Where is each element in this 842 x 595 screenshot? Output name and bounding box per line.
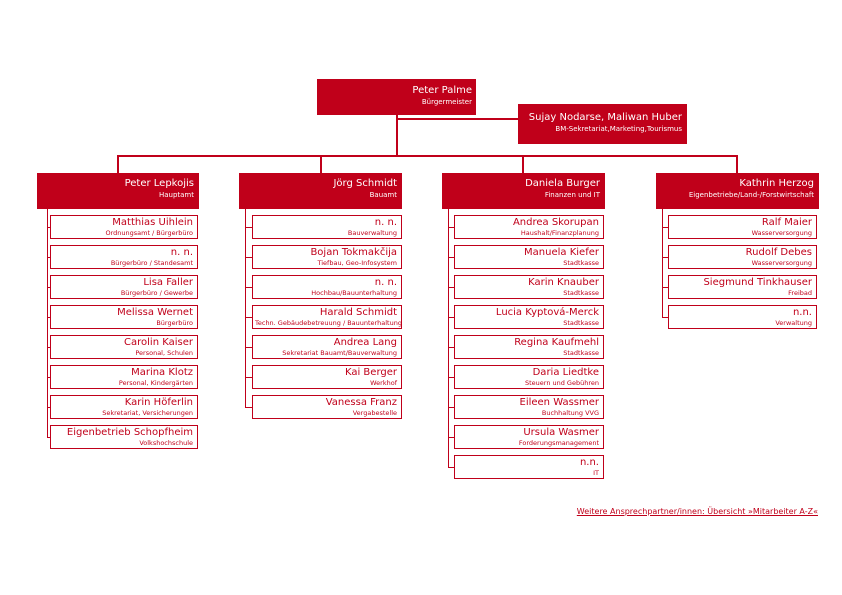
connector-drop-4: [736, 155, 738, 173]
member-name: Daria Liedtke: [532, 367, 599, 378]
connector-branch: [245, 377, 252, 378]
member-role: Wasserversorgung: [751, 259, 812, 267]
chief-name: Peter Palme: [412, 85, 472, 96]
member-name: Siegmund Tinkhauser: [703, 277, 812, 288]
member-role: Steuern und Gebühren: [524, 379, 599, 387]
member-role: Verwaltung: [775, 319, 812, 327]
member-card: [50, 215, 198, 239]
member-role: Ordnungsamt / Bürgerbüro: [105, 229, 193, 237]
connector-spine: [448, 209, 449, 468]
member-card: [50, 395, 198, 419]
member-role: Buchhaltung VVG: [541, 409, 599, 417]
member-card: [252, 395, 402, 419]
member-name: Andrea Lang: [333, 337, 397, 348]
member-name: n. n.: [170, 247, 193, 258]
department-head-name: Peter Lepkojis: [124, 178, 194, 189]
member-role: Werkhof: [370, 379, 397, 387]
member-card: [454, 215, 604, 239]
member-card: [454, 365, 604, 389]
member-name: Regina Kaufmehl: [514, 337, 599, 348]
staff-name: Sujay Nodarse, Maliwan Huber: [528, 112, 682, 123]
member-name: Harald Schmidt: [319, 307, 397, 318]
member-role: Bauverwaltung: [347, 229, 397, 237]
department-head-box: [442, 173, 605, 209]
member-role: Bürgerbüro: [156, 319, 193, 327]
member-role: Hochbau/Bauunterhaltung: [311, 289, 397, 297]
connector-branch: [245, 227, 252, 228]
member-card: [668, 275, 817, 299]
member-name: Melissa Wernet: [117, 307, 193, 318]
member-role: Stadtkasse: [563, 319, 599, 327]
member-role: Personal, Schulen: [135, 349, 193, 357]
department-head-box: [656, 173, 819, 209]
connector-chief-down: [396, 115, 398, 156]
member-role: Stadtkasse: [563, 259, 599, 267]
member-name: Andrea Skorupan: [512, 217, 599, 228]
member-name: Eigenbetrieb Schopfheim: [66, 427, 193, 438]
member-card: [252, 365, 402, 389]
connector-horizontal-main: [117, 155, 738, 157]
member-name: n.n.: [579, 457, 599, 468]
member-name: Rudolf Debes: [745, 247, 812, 258]
member-card: [50, 425, 198, 449]
connector-branch: [245, 257, 252, 258]
member-role: Forderungsmanagement: [518, 439, 599, 447]
member-name: Ursula Wasmer: [523, 427, 599, 438]
department-head-name: Jörg Schmidt: [333, 178, 397, 189]
member-name: Eileen Wassmer: [519, 397, 599, 408]
member-name: Kai Berger: [344, 367, 397, 378]
member-name: Marina Klotz: [131, 367, 193, 378]
member-role: Stadtkasse: [563, 289, 599, 297]
member-role: Sekretariat, Versicherungen: [102, 409, 193, 417]
member-name: Karin Knauber: [528, 277, 599, 288]
member-role: IT: [593, 469, 599, 477]
member-card: [454, 425, 604, 449]
member-role: Techn. Gebäudebetreuung / Bauunterhaltung: [255, 319, 402, 327]
member-role: Haushalt/Finanzplanung: [520, 229, 599, 237]
connector-drop-3: [522, 155, 524, 173]
connector-spine: [245, 209, 246, 408]
member-name: Vanessa Franz: [325, 397, 397, 408]
chief-role: Bürgermeister: [421, 98, 472, 106]
connector-branch: [245, 287, 252, 288]
member-card: [668, 305, 817, 329]
member-role: Personal, Kindergärten: [118, 379, 193, 387]
department-name: Hauptamt: [158, 191, 194, 199]
member-card: [668, 245, 817, 269]
member-role: Stadtkasse: [563, 349, 599, 357]
member-name: n.n.: [792, 307, 812, 318]
member-name: n. n.: [374, 217, 397, 228]
department-name: Bauamt: [369, 191, 397, 199]
member-card: [252, 335, 402, 359]
member-name: Lucia Kyptová-Merck: [495, 307, 599, 318]
member-card: [50, 365, 198, 389]
member-card: [252, 215, 402, 239]
member-role: Bürgerbüro / Gewerbe: [120, 289, 193, 297]
member-role: Freibad: [788, 289, 812, 297]
staff-box: [518, 104, 687, 144]
member-name: Matthias Uihlein: [112, 217, 193, 228]
member-card: [454, 395, 604, 419]
member-card: [50, 245, 198, 269]
member-card: [668, 215, 817, 239]
department-head-name: Kathrin Herzog: [739, 178, 814, 189]
connector-staff: [396, 118, 518, 120]
member-card: [50, 275, 198, 299]
member-name: Lisa Faller: [143, 277, 193, 288]
department-head-box: [239, 173, 402, 209]
department-name: Finanzen und IT: [544, 191, 600, 199]
member-name: Manuela Kiefer: [524, 247, 599, 258]
member-name: Carolin Kaiser: [124, 337, 193, 348]
member-role: Wasserversorgung: [751, 229, 812, 237]
member-card: [50, 335, 198, 359]
member-role: Vergabestelle: [352, 409, 397, 417]
connector-drop-2: [320, 155, 322, 173]
member-role: Tiefbau, Geo-Infosystem: [317, 259, 397, 267]
department-head-name: Daniela Burger: [525, 178, 600, 189]
employees-overview-link[interactable]: Weitere Ansprechpartner/innen: Übersicht »Mitarbeiter A-Z«: [576, 507, 818, 516]
connector-spine: [47, 209, 48, 438]
department-name: Eigenbetriebe/Land-/Forstwirtschaft: [688, 191, 814, 199]
member-name: Karin Höferlin: [124, 397, 193, 408]
member-role: Sekretariat Bauamt/Bauverwaltung: [282, 349, 397, 357]
member-card: [454, 245, 604, 269]
member-card: [454, 275, 604, 299]
member-name: n. n.: [374, 277, 397, 288]
member-card: [454, 335, 604, 359]
member-card: [252, 275, 402, 299]
member-card: [454, 305, 604, 329]
member-name: Ralf Maier: [761, 217, 812, 228]
connector-drop-1: [117, 155, 119, 173]
member-name: Bojan Tokmakčija: [310, 247, 397, 258]
staff-role: BM-Sekretariat,Marketing,Tourismus: [555, 125, 682, 133]
connector-branch: [245, 317, 252, 318]
member-card: [50, 305, 198, 329]
member-card: [252, 245, 402, 269]
member-card: [454, 455, 604, 479]
connector-branch: [245, 347, 252, 348]
member-role: Bürgerbüro / Standesamt: [110, 259, 193, 267]
member-role: Volkshochschule: [139, 439, 193, 447]
chief-box: [317, 79, 476, 115]
connector-spine: [662, 209, 663, 318]
connector-branch: [245, 407, 252, 408]
department-head-box: [37, 173, 199, 209]
member-card: [252, 305, 402, 329]
